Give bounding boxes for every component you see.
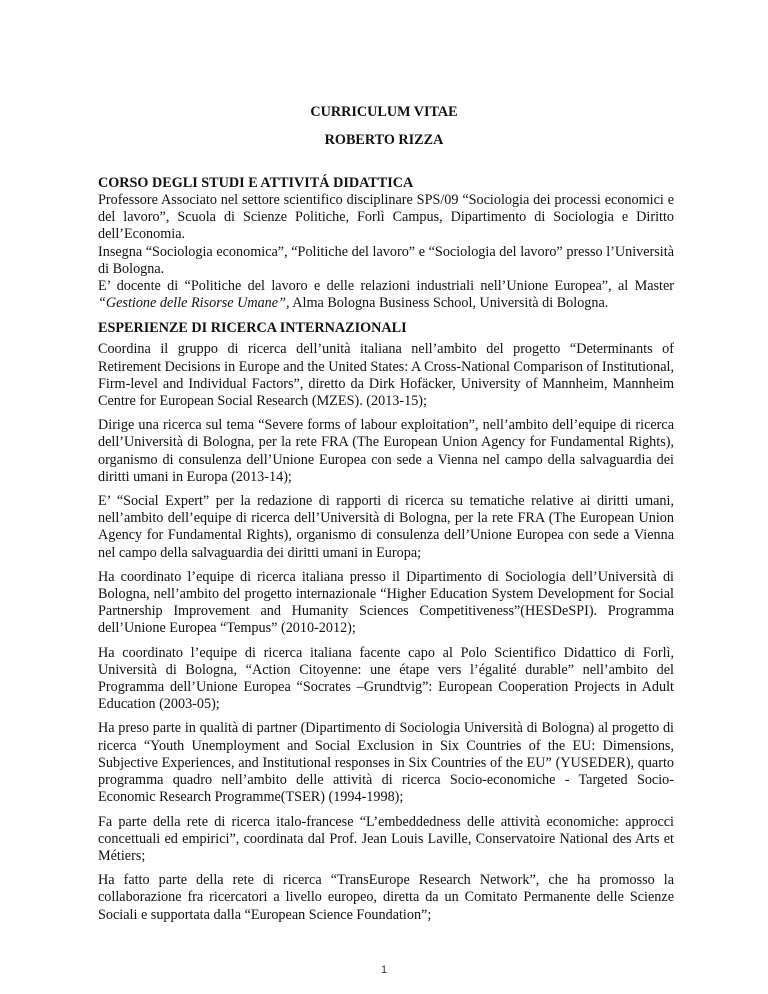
author-name: ROBERTO RIZZA xyxy=(324,132,444,148)
research-item: Dirige una ricerca sul tema “Severe forms of labour exploitation”, nell’ambito dell’equipe di ricerca dell’Università di Bologna, per la rete FRA (The European Union Agency for Fundamental Rights), organismo di consulenza dell’Unione Europea con sede a Vienna nel campo della salvaguardia dei diritti umani in Europa (2013-14); xyxy=(98,417,674,485)
paragraph-position: Professore Associato nel settore scientifico disciplinare SPS/09 “Sociologia dei processi economici e del lavoro”, Scuola di Scienze Politiche, Forlì Campus, Dipartimento di Sociologia e Diritto dell’Economia. xyxy=(98,192,674,243)
research-item: Ha coordinato l’equipe di ricerca italiana facente capo al Polo Scientifico Didattico di Forlì, Università di Bologna, “Action Citoyenne: une étape vers l’égalité durable” nell’ambito del Programma dell’Unione Europea “Socrates –Grundtvig”: European Cooperation Projects in Adult Education (2003-05); xyxy=(98,644,674,713)
document-title: CURRICULUM VITAE xyxy=(310,104,458,120)
page-number: 1 xyxy=(380,964,388,976)
section-title-research: ESPERIENZE DI RICERCA INTERNAZIONALI xyxy=(98,320,407,337)
paragraph-teaching: Insegna “Sociologia economica”, “Politiche del lavoro” e “Sociologia del lavoro” presso l’Università di Bologna. xyxy=(98,243,674,277)
section-title-studies: CORSO DEGLI STUDI E ATTIVITÁ DIDATTICA xyxy=(98,175,414,191)
master-text: E’ docente di “Politiche del lavoro e delle relazioni industriali nell’Unione Europea”, al Master xyxy=(98,278,674,295)
research-item: Coordina il gruppo di ricerca dell’unità italiana nell’ambito del progetto “Determinants of Retirement Decisions in Europe and the United States: A Cross-National Comparison of Institutional, Firm-level and Individual Factors”, diretto da Dirk Hofäcker, University of Mannheim, Mannheim Centre for European Social Research (MZES). (2013-15); xyxy=(98,341,674,410)
research-item: E’ “Social Expert” per la redazione di rapporti di ricerca su tematiche relative ai diritti umani, nell’ambito dell’equipe di ricerca dell’Università di Bologna, per la rete FRA (The European Union Agency for Fundamental Rights), organismo di consulenza dell’Unione Europea con sede a Vienna nel campo della salvaguardia dei diritti umani in Europa; xyxy=(98,493,674,561)
paragraph-master xyxy=(98,278,674,312)
research-item: Ha fatto parte della rete di ricerca “TransEurope Research Network”, che ha promosso la collaborazione fra ricercatori a livello europeo, diretta da un Comitato Permanente delle Scienze Sociali e supportata dalla “European Science Foundation”; xyxy=(98,872,674,923)
master-tail: Alma Bologna Business School, Università di Bologna. xyxy=(289,295,609,312)
master-title: “Gestione delle Risorse Umane”, xyxy=(98,295,290,312)
document-body xyxy=(98,174,674,924)
research-item: Fa parte della rete di ricerca italo-francese “L’embeddedness delle attività economiche: approcci concettuali ed empirici”, coordinata dal Prof. Jean Louis Laville, Conservatoire National des Arts et Métiers; xyxy=(98,813,674,864)
research-item: Ha coordinato l’equipe di ricerca italiana presso il Dipartimento di Sociologia dell’Università di Bologna, nell’ambito del progetto internazionale “Higher Education System Development for Social Partnership Improvement and Humanity Sciences Competitiveness”(HESDeSPI). Programma dell’Unione Europea “Tempus” (2010-2012); xyxy=(98,568,674,637)
research-item: Ha preso parte in qualità di partner (Dipartimento di Sociologia Università di Bologna) al progetto di ricerca “Youth Unemployment and Social Exclusion in Six Countries of the EU: Dimensions, Subjective Experiences, and Institutional responses in Six Countries of the EU” (YUSEDER), quarto programma quadro nell’ambito delle attività di ricerca Socio-economiche - Targeted Socio-Economic Research Programme(TSER) (1994-1998); xyxy=(98,720,674,806)
